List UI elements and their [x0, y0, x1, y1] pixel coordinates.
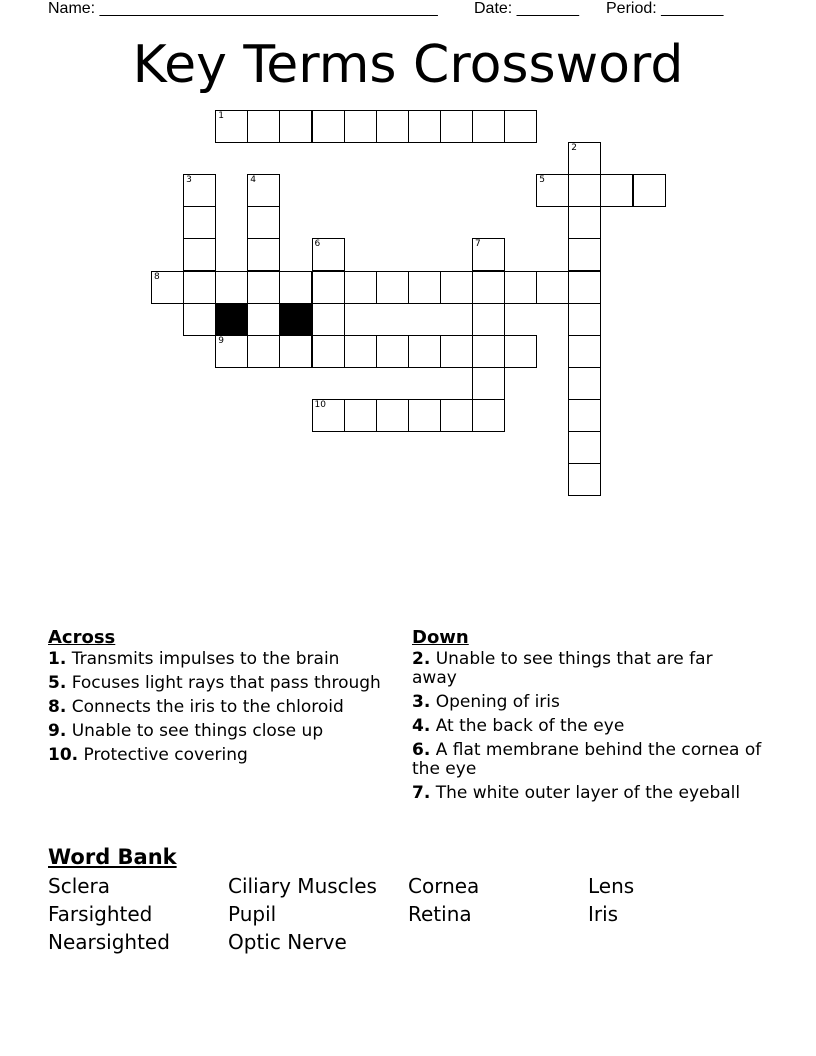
grid-cell[interactable] [215, 335, 248, 368]
word-bank-item: Pupil [228, 902, 277, 926]
grid-cell[interactable] [600, 174, 633, 207]
grid-cell[interactable] [376, 399, 409, 432]
grid-cell[interactable] [312, 238, 345, 271]
grid-cell[interactable] [568, 431, 601, 464]
grid-cell[interactable] [633, 174, 666, 207]
clue-text: Opening of iris [430, 692, 560, 712]
grid-cell[interactable] [183, 238, 216, 271]
grid-cell[interactable] [247, 174, 280, 207]
clue-number-label: 2. [412, 649, 431, 669]
word-bank-item: Retina [408, 902, 472, 926]
grid-cell[interactable] [440, 271, 473, 304]
grid-cell[interactable] [568, 206, 601, 239]
clue-item [412, 693, 762, 712]
clue-item [48, 650, 388, 669]
grid-cell[interactable] [312, 110, 345, 143]
grid-cell[interactable] [215, 110, 248, 143]
clue-item [48, 746, 388, 765]
clue-text: Connects the iris to the chloroid [66, 697, 344, 717]
grid-cell[interactable] [568, 463, 601, 496]
clue-item [48, 722, 388, 741]
word-bank-item: Optic Nerve [228, 930, 347, 954]
grid-cell[interactable] [344, 335, 377, 368]
clue-number-label: 1. [48, 649, 67, 669]
clue-number: 8 [154, 271, 160, 282]
clue-text: Transmits impulses to the brain [66, 649, 340, 669]
grid-cell[interactable] [344, 271, 377, 304]
black-cell [215, 303, 248, 336]
clue-item [48, 674, 388, 693]
grid-cell[interactable] [504, 335, 537, 368]
down-clues [412, 628, 762, 808]
grid-cell[interactable] [247, 335, 280, 368]
grid-cell[interactable] [472, 335, 505, 368]
clue-text: The white outer layer of the eyeball [430, 783, 741, 803]
clue-number-label: 6. [412, 740, 431, 760]
grid-cell[interactable] [408, 399, 441, 432]
grid-cell[interactable] [247, 271, 280, 304]
clue-number-label: 3. [412, 692, 431, 712]
clue-item [412, 741, 762, 779]
clue-number: 7 [475, 239, 481, 250]
clue-item [48, 698, 388, 717]
clue-number-label: 4. [412, 716, 431, 736]
grid-cell[interactable] [279, 335, 312, 368]
grid-cell[interactable] [440, 110, 473, 143]
grid-cell[interactable] [536, 174, 569, 207]
grid-cell[interactable] [376, 271, 409, 304]
clue-text: At the back of the eye [430, 716, 625, 736]
clue-number-label: 8. [48, 697, 67, 717]
clue-number-label: 9. [48, 721, 67, 741]
clue-number: 10 [314, 399, 326, 410]
grid-cell[interactable] [568, 367, 601, 400]
clue-text: Unable to see things close up [66, 721, 324, 741]
grid-cell[interactable] [279, 271, 312, 304]
across-clues [48, 628, 388, 770]
clue-item [412, 717, 762, 736]
word-bank-item: Lens [588, 874, 635, 898]
word-bank-item: Ciliary Muscles [228, 874, 377, 898]
word-bank-item: Nearsighted [48, 930, 170, 954]
page-title: Key Terms Crossword [132, 35, 684, 95]
grid-cell[interactable] [183, 271, 216, 304]
grid-cell[interactable] [472, 238, 505, 271]
clue-number: 4 [250, 175, 257, 186]
grid-cell[interactable] [247, 206, 280, 239]
grid-cell[interactable] [568, 399, 601, 432]
clue-number: 3 [186, 175, 192, 186]
clue-number: 1 [218, 111, 224, 121]
grid-cell[interactable] [568, 238, 601, 271]
grid-cell[interactable] [472, 399, 505, 432]
grid-cell[interactable] [376, 110, 409, 143]
clue-item [412, 784, 762, 803]
clue-text: Focuses light rays that pass through [66, 673, 381, 693]
across-heading: Across [48, 627, 116, 648]
grid-cell[interactable] [183, 303, 216, 336]
grid-cell[interactable] [440, 335, 473, 368]
grid-cell[interactable] [279, 110, 312, 143]
name-field[interactable]: Name: ______________________________________ [48, 0, 438, 17]
word-bank-item: Farsighted [48, 902, 153, 926]
grid-cell[interactable] [344, 399, 377, 432]
grid-cell[interactable] [504, 110, 537, 143]
grid-cell[interactable] [247, 303, 280, 336]
grid-cell[interactable] [215, 271, 248, 304]
grid-cell[interactable] [247, 110, 280, 143]
grid-cell[interactable] [568, 335, 601, 368]
grid-cell[interactable] [408, 335, 441, 368]
grid-cell[interactable] [376, 335, 409, 368]
grid-cell[interactable] [568, 142, 601, 175]
grid-cell[interactable] [504, 271, 537, 304]
clue-text: Unable to see things that are far away [412, 649, 713, 688]
grid-cell[interactable] [247, 238, 280, 271]
clue-number: 9 [218, 335, 224, 346]
grid-cell[interactable] [568, 303, 601, 336]
period-field[interactable]: Period: _______ [606, 0, 724, 17]
clue-number: 5 [539, 175, 545, 186]
grid-cell[interactable] [472, 303, 505, 336]
clue-text: A flat membrane behind the cornea of the eye [412, 740, 762, 779]
grid-cell[interactable] [472, 110, 505, 143]
word-bank-item: Sclera [48, 874, 111, 898]
clue-number-label: 10. [48, 745, 79, 765]
down-heading: Down [412, 627, 469, 648]
grid-cell[interactable] [408, 271, 441, 304]
word-bank-title: Word Bank [48, 845, 177, 869]
clue-number-label: 7. [412, 783, 431, 803]
grid-cell[interactable] [312, 271, 345, 304]
grid-cell[interactable] [568, 174, 601, 207]
grid-cell[interactable] [408, 110, 441, 143]
date-field[interactable]: Date: _______ [474, 0, 579, 17]
grid-cell[interactable] [183, 206, 216, 239]
grid-cell[interactable] [312, 335, 345, 368]
grid-cell[interactable] [312, 303, 345, 336]
black-cell [279, 303, 312, 336]
clue-number-label: 5. [48, 673, 67, 693]
grid-cell[interactable] [440, 399, 473, 432]
clue-number: 6 [314, 239, 321, 250]
word-bank-item: Iris [588, 902, 619, 926]
clue-item [412, 650, 762, 688]
grid-cell[interactable] [472, 271, 505, 304]
grid-cell[interactable] [312, 399, 345, 432]
grid-cell[interactable] [536, 271, 569, 304]
grid-cell[interactable] [183, 174, 216, 207]
grid-cell[interactable] [151, 271, 184, 304]
grid-cell[interactable] [568, 271, 601, 304]
word-bank-item: Cornea [408, 874, 480, 898]
grid-cell[interactable] [472, 367, 505, 400]
grid-cell[interactable] [344, 110, 377, 143]
clue-text: Protective covering [78, 745, 248, 765]
clue-number: 2 [571, 143, 578, 154]
